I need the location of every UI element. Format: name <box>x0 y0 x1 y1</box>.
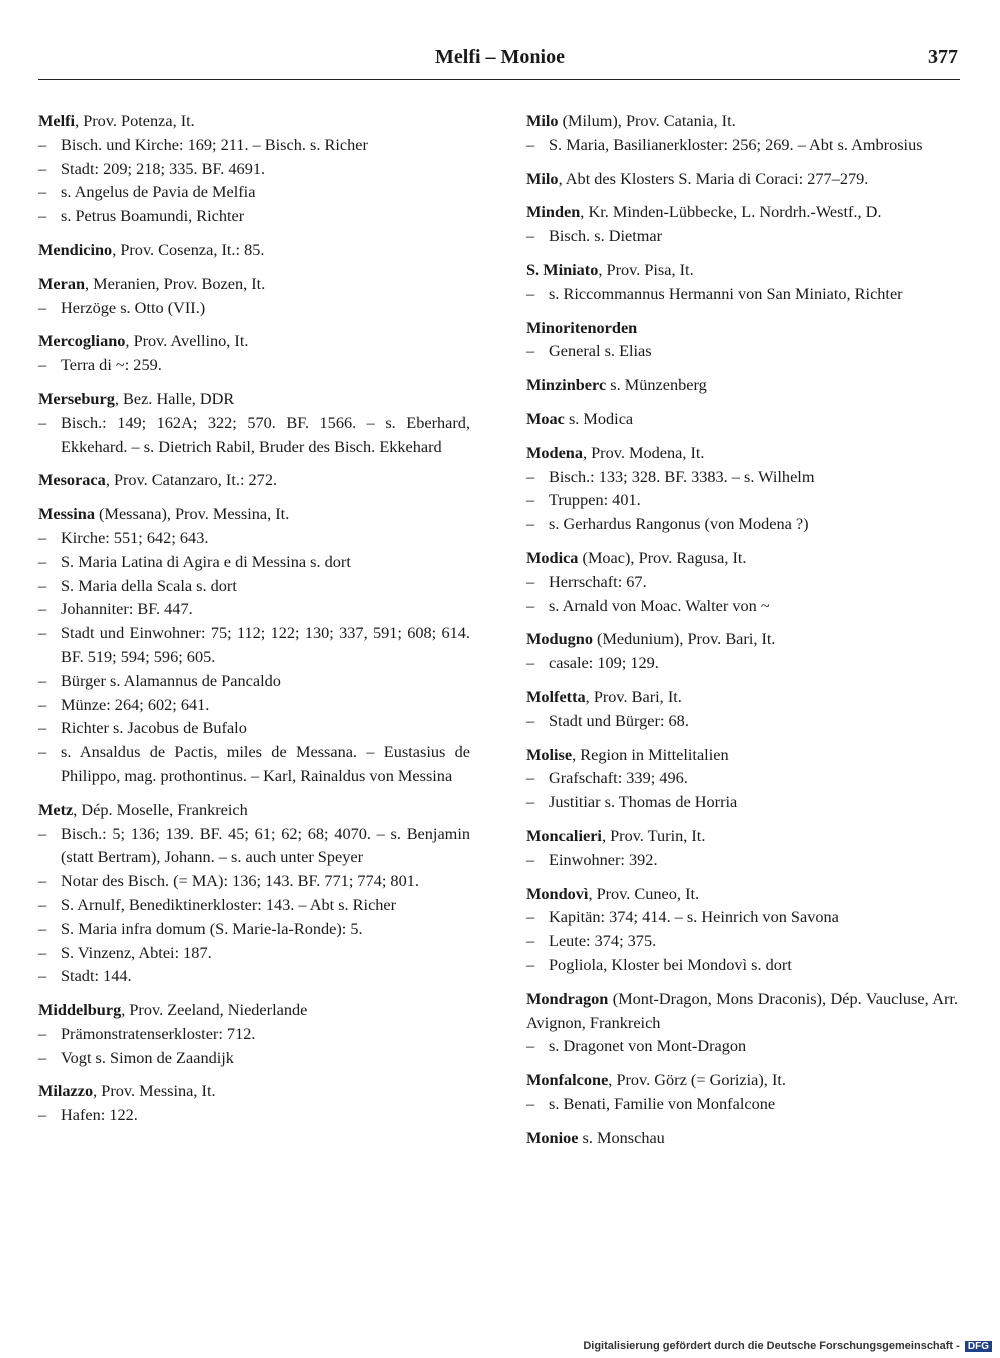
entry-heading-line <box>38 329 470 353</box>
sub-entry-text: Terra di ~: 259. <box>61 355 162 375</box>
entry-description: , Prov. Messina, It. <box>93 1081 216 1101</box>
index-entry <box>526 407 958 431</box>
index-entry <box>526 316 958 364</box>
index-entry <box>38 329 470 377</box>
sub-entry-dash: – <box>38 1105 47 1125</box>
sub-entry-dash: – <box>38 527 47 547</box>
sub-entry-text: S. Maria della Scala s. dort <box>61 575 237 595</box>
entry-description: (Moac), Prov. Ragusa, It. <box>578 547 747 567</box>
entry-description: (Messana), Prov. Messina, It. <box>94 504 290 524</box>
sub-entry-text: Bisch.: 149; 162A; 322; 570. BF. 1566. – s. Eberhard, Ekkehard. – s. Dietrich Rabil, Bruder des Bisch. Ekkehard <box>61 412 470 456</box>
sub-entry <box>38 180 470 204</box>
entry-heading-line <box>526 627 958 651</box>
index-entry <box>526 882 958 977</box>
entry-headword: Melfi <box>38 111 76 130</box>
sub-entry <box>526 848 958 872</box>
sub-entry-dash: – <box>38 823 47 843</box>
entry-headword: Milazzo <box>38 1081 94 1101</box>
entry-description: , Bez. Halle, DDR <box>114 388 235 408</box>
sub-entry-text: Einwohner: 392. <box>549 849 658 869</box>
entry-headword: Merseburg <box>38 388 115 408</box>
sub-entry-text: S. Maria, Basilianerkloster: 256; 269. – Abt s. Ambrosius <box>549 134 923 154</box>
dfg-logo: DFG <box>965 1341 992 1352</box>
sub-entry-dash: – <box>38 942 47 962</box>
entry-heading-line <box>526 1068 958 1092</box>
entry-headword: Minoritenorden <box>526 317 638 337</box>
entry-heading-line <box>38 109 470 133</box>
sub-entry-text: Richter s. Jacobus de Bufalo <box>61 718 247 738</box>
sub-entry-dash: – <box>526 954 535 974</box>
entry-description: , Prov. Cosenza, It.: 85. <box>112 239 265 259</box>
sub-entry <box>526 570 958 594</box>
entry-heading-line <box>526 441 958 465</box>
sub-entry-text: Justitiar s. Thomas de Horria <box>549 792 738 812</box>
sub-entry <box>38 917 470 941</box>
entry-description: , Region in Mittelitalien <box>572 744 729 764</box>
sub-entry-dash: – <box>526 931 535 951</box>
entry-description: (Mont-Dragon, Mons Draconis), Dép. Vaucluse, Arr. Avignon, Frankreich <box>526 988 958 1032</box>
sub-entry <box>526 488 958 512</box>
sub-entry <box>38 893 470 917</box>
sub-entry-dash: – <box>38 206 47 226</box>
sub-entry <box>38 941 470 965</box>
index-entry <box>38 272 470 320</box>
footer-text: Digitalisierung gefördert durch die Deutsche Forschungsgemeinschaft - <box>583 1340 960 1352</box>
sub-entry-text: Prämonstratenserkloster: 712. <box>61 1023 256 1043</box>
header-rule <box>38 79 960 80</box>
sub-entry-text: S. Vinzenz, Abtei: 187. <box>61 942 212 962</box>
entry-heading-line <box>526 407 958 431</box>
sub-entry <box>38 669 470 693</box>
sub-entry-dash: – <box>526 849 535 869</box>
sub-entry <box>38 740 470 788</box>
sub-entry-dash: – <box>526 595 535 615</box>
sub-entry-text: Johanniter: BF. 447. <box>61 599 193 619</box>
sub-entry-text: Bisch.: 133; 328. BF. 3383. – s. Wilhelm <box>549 466 815 486</box>
sub-entry-dash: – <box>38 1047 47 1067</box>
sub-entry-dash: – <box>526 792 535 812</box>
index-entry <box>38 238 470 262</box>
index-entry <box>526 546 958 617</box>
entry-description: , Prov. Pisa, It. <box>598 259 694 279</box>
sub-entry <box>38 1022 470 1046</box>
sub-entry-dash: – <box>526 466 535 486</box>
sub-entry-dash: – <box>38 871 47 891</box>
sub-entry-text: Grafschaft: 339; 496. <box>549 768 688 788</box>
index-entry <box>526 373 958 397</box>
sub-entry-text: Stadt: 144. <box>61 966 132 986</box>
entry-headword: Milo <box>526 111 559 130</box>
entry-heading-line <box>38 238 470 262</box>
sub-entry <box>38 621 470 669</box>
sub-entry-text: Bisch. und Kirche: 169; 211. – Bisch. s. Richer <box>61 134 368 154</box>
sub-entry-dash: – <box>38 297 47 317</box>
sub-entry <box>526 1034 958 1058</box>
sub-entry-text: s. Arnald von Moac. Walter von ~ <box>549 595 770 615</box>
sub-entry-dash: – <box>526 1036 535 1056</box>
index-entry <box>526 441 958 536</box>
sub-entry <box>526 594 958 618</box>
entry-description: (Milum), Prov. Catania, It. <box>558 111 736 130</box>
entry-heading-line <box>38 798 470 822</box>
entry-headword: Moac <box>526 408 565 428</box>
entry-description: , Abt des Klosters S. Maria di Coraci: 277–279. <box>558 168 869 188</box>
sub-entry-text: Stadt: 209; 218; 335. BF. 4691. <box>61 158 266 178</box>
sub-entry-dash: – <box>38 355 47 375</box>
entry-heading-line <box>526 109 958 133</box>
entry-description: , Prov. Zeeland, Niederlande <box>121 1000 308 1020</box>
index-entry <box>38 109 470 228</box>
entry-heading-line <box>38 998 470 1022</box>
sub-entry-text: s. Ansaldus de Pactis, miles de Messana. – Eustasius de Philippo, mag. prothontinus. – Karl, Rainaldus von Messina <box>61 742 470 785</box>
sub-entry <box>526 224 958 248</box>
sub-entry <box>526 905 958 929</box>
entry-description: , Prov. Bari, It. <box>585 686 682 706</box>
sub-entry <box>38 526 470 550</box>
sub-entry-dash: – <box>38 670 47 690</box>
sub-entry-text: Pogliola, Kloster bei Mondovì s. dort <box>549 954 792 974</box>
right-column <box>526 109 958 1159</box>
sub-entry-dash: – <box>38 575 47 595</box>
entry-headword: Messina <box>38 504 95 524</box>
sub-entry-dash: – <box>526 907 535 927</box>
sub-entry-text: Bisch. s. Dietmar <box>549 226 663 246</box>
entry-headword: Mondragon <box>526 988 609 1008</box>
index-entry <box>526 109 958 157</box>
sub-entry-text: casale: 109; 129. <box>549 653 659 673</box>
index-entry <box>526 1126 958 1150</box>
sub-entry-text: Herrschaft: 67. <box>549 571 647 591</box>
sub-entry <box>38 869 470 893</box>
sub-entry-text: S. Arnulf, Benediktinerkloster: 143. – Abt s. Richer <box>61 894 397 914</box>
entry-headword: Modena <box>526 442 583 462</box>
sub-entry <box>38 822 470 870</box>
index-entry <box>526 258 958 306</box>
index-entry <box>526 1068 958 1116</box>
entry-headword: Monioe <box>526 1127 579 1147</box>
entry-heading-line <box>38 272 470 296</box>
index-entry <box>526 627 958 675</box>
sub-entry-text: s. Riccommannus Hermanni von San Miniato, Richter <box>549 283 903 303</box>
sub-entry-text: s. Gerhardus Rangonus (von Modena ?) <box>549 514 809 534</box>
sub-entry <box>526 953 958 977</box>
index-entry <box>526 685 958 733</box>
sub-entry-text: s. Petrus Boamundi, Richter <box>61 206 245 226</box>
sub-entry-dash: – <box>38 134 47 154</box>
entry-heading-line <box>526 1126 958 1150</box>
sub-entry-dash: – <box>526 341 535 361</box>
sub-entry <box>526 790 958 814</box>
entry-heading-line <box>38 1079 470 1103</box>
sub-entry-text: s. Dragonet von Mont-Dragon <box>549 1036 747 1056</box>
index-entry <box>38 1079 470 1127</box>
sub-entry <box>38 550 470 574</box>
sub-entry <box>38 157 470 181</box>
sub-entry <box>526 929 958 953</box>
entry-heading-line <box>526 316 958 340</box>
index-entry <box>38 387 470 458</box>
sub-entry <box>38 574 470 598</box>
entry-headword: Monfalcone <box>526 1070 609 1090</box>
sub-entry-dash: – <box>526 653 535 673</box>
sub-entry <box>38 411 470 459</box>
sub-entry-dash: – <box>38 623 47 643</box>
entry-headword: Modica <box>526 547 579 567</box>
sub-entry <box>38 1046 470 1070</box>
sub-entry-dash: – <box>38 894 47 914</box>
sub-entry <box>526 133 958 157</box>
entry-heading-line <box>526 258 958 282</box>
entry-description: s. Modica <box>564 408 634 428</box>
entry-heading-line <box>38 387 470 411</box>
sub-entry-text: s. Benati, Familie von Monfalcone <box>549 1093 776 1113</box>
entry-heading-line <box>526 167 958 191</box>
entry-heading-line <box>526 824 958 848</box>
sub-entry-text: Stadt und Bürger: 68. <box>549 710 689 730</box>
entry-description: , Prov. Modena, It. <box>582 442 705 462</box>
entry-heading-line <box>526 546 958 570</box>
index-entry <box>526 824 958 872</box>
sub-entry-text: General s. Elias <box>549 341 652 361</box>
sub-entry-dash: – <box>38 412 47 432</box>
entry-heading-line <box>526 685 958 709</box>
sub-entry <box>38 693 470 717</box>
entry-description: (Medunium), Prov. Bari, It. <box>592 629 776 649</box>
entry-headword: Minzinberc <box>526 375 607 395</box>
entry-description: , Prov. Avellino, It. <box>125 331 249 351</box>
sub-entry-dash: – <box>38 1023 47 1043</box>
sub-entry-dash: – <box>38 966 47 986</box>
sub-entry <box>526 282 958 306</box>
index-entry <box>526 167 958 191</box>
entry-heading-line <box>38 502 470 526</box>
sub-entry-text: s. Angelus de Pavia de Melfia <box>61 182 256 202</box>
sub-entry <box>38 353 470 377</box>
entry-headword: Milo <box>526 168 559 188</box>
sub-entry-text: S. Maria Latina di Agira e di Messina s. dort <box>61 551 351 571</box>
sub-entry-text: S. Maria infra domum (S. Marie-la-Ronde): 5. <box>61 918 363 938</box>
sub-entry <box>38 597 470 621</box>
sub-entry-dash: – <box>526 1093 535 1113</box>
index-entry <box>38 468 470 492</box>
entry-headword: Middelburg <box>38 1000 122 1020</box>
entry-heading-line <box>526 987 958 1035</box>
index-entry <box>526 743 958 814</box>
sub-entry-dash: – <box>526 283 535 303</box>
sub-entry <box>38 964 470 988</box>
sub-entry-dash: – <box>38 551 47 571</box>
sub-entry-text: Herzöge s. Otto (VII.) <box>61 297 206 317</box>
running-title: Melfi – Monioe <box>435 46 565 68</box>
sub-entry <box>38 204 470 228</box>
entry-headword: Minden <box>526 202 581 222</box>
sub-entry-text: Bisch.: 5; 136; 139. BF. 45; 61; 62; 68; 4070. – s. Benjamin (statt Bertram), Johann. – s. auch unter Speyer <box>61 823 470 867</box>
entry-description: , Prov. Potenza, It. <box>75 111 195 130</box>
index-entry <box>38 798 470 988</box>
entry-headword: S. Miniato <box>526 259 599 279</box>
page-number: 377 <box>928 46 958 68</box>
index-entry <box>526 987 958 1058</box>
entry-description: , Prov. Catanzaro, It.: 272. <box>105 470 278 490</box>
sub-entry-text: Kapitän: 374; 414. – s. Heinrich von Savona <box>549 907 839 927</box>
sub-entry-dash: – <box>38 599 47 619</box>
sub-entry-text: Stadt und Einwohner: 75; 112; 122; 130; 337, 591; 608; 614. BF. 519; 594; 596; 605. <box>61 623 470 666</box>
sub-entry-dash: – <box>526 571 535 591</box>
entry-heading-line <box>526 882 958 906</box>
sub-entry-text: Vogt s. Simon de Zaandijk <box>61 1047 234 1067</box>
sub-entry-dash: – <box>526 134 535 154</box>
index-entry <box>38 998 470 1069</box>
footer-credit <box>583 1340 992 1352</box>
left-column <box>38 109 470 1137</box>
entry-headword: Metz <box>38 799 74 819</box>
sub-entry-text: Notar des Bisch. (= MA): 136; 143. BF. 771; 774; 801. <box>61 871 419 891</box>
sub-entry <box>38 716 470 740</box>
sub-entry-dash: – <box>38 158 47 178</box>
sub-entry-dash: – <box>38 718 47 738</box>
sub-entry <box>526 512 958 536</box>
entry-description: , Dép. Moselle, Frankreich <box>73 799 248 819</box>
sub-entry <box>526 709 958 733</box>
sub-entry-text: Münze: 264; 602; 641. <box>61 694 210 714</box>
sub-entry <box>38 133 470 157</box>
sub-entry-dash: – <box>526 710 535 730</box>
sub-entry-text: Bürger s. Alamannus de Pancaldo <box>61 670 281 690</box>
entry-description: s. Münzenberg <box>606 375 707 395</box>
sub-entry-text: Kirche: 551; 642; 643. <box>61 527 209 547</box>
entry-headword: Molise <box>526 744 573 764</box>
entry-headword: Molfetta <box>526 686 586 706</box>
sub-entry-dash: – <box>38 918 47 938</box>
sub-entry-dash: – <box>38 694 47 714</box>
entry-description: , Prov. Görz (= Gorizia), It. <box>608 1070 786 1090</box>
sub-entry <box>526 1092 958 1116</box>
entry-heading-line <box>38 468 470 492</box>
entry-headword: Moncalieri <box>526 825 602 845</box>
entry-heading-line <box>526 743 958 767</box>
entry-description: , Kr. Minden-Lübbecke, L. Nordrh.-Westf., D. <box>580 202 882 222</box>
sub-entry <box>38 1103 470 1127</box>
sub-entry-text: Leute: 374; 375. <box>549 931 657 951</box>
sub-entry-dash: – <box>526 226 535 246</box>
sub-entry-text: Truppen: 401. <box>549 490 641 510</box>
entry-headword: Mesoraca <box>38 470 106 490</box>
entry-headword: Mendicino <box>38 239 113 259</box>
entry-description: , Prov. Cuneo, It. <box>588 883 700 903</box>
sub-entry-dash: – <box>38 742 47 762</box>
entry-headword: Meran <box>38 273 86 293</box>
sub-entry <box>526 651 958 675</box>
sub-entry-dash: – <box>38 182 47 202</box>
entry-heading-line <box>526 373 958 397</box>
sub-entry-text: Hafen: 122. <box>61 1105 138 1125</box>
index-entry <box>526 200 958 248</box>
sub-entry <box>526 465 958 489</box>
sub-entry-dash: – <box>526 768 535 788</box>
index-entry <box>38 502 470 788</box>
sub-entry <box>526 339 958 363</box>
entry-description: , Prov. Turin, It. <box>601 825 706 845</box>
sub-entry <box>38 296 470 320</box>
sub-entry <box>526 766 958 790</box>
entry-description: s. Monschau <box>578 1127 665 1147</box>
entry-description: , Meranien, Prov. Bozen, It. <box>85 273 266 293</box>
sub-entry-dash: – <box>526 490 535 510</box>
sub-entry-dash: – <box>526 514 535 534</box>
entry-headword: Mercogliano <box>38 331 126 351</box>
entry-headword: Mondovì <box>526 883 589 903</box>
entry-headword: Modugno <box>526 629 593 649</box>
entry-heading-line <box>526 200 958 224</box>
